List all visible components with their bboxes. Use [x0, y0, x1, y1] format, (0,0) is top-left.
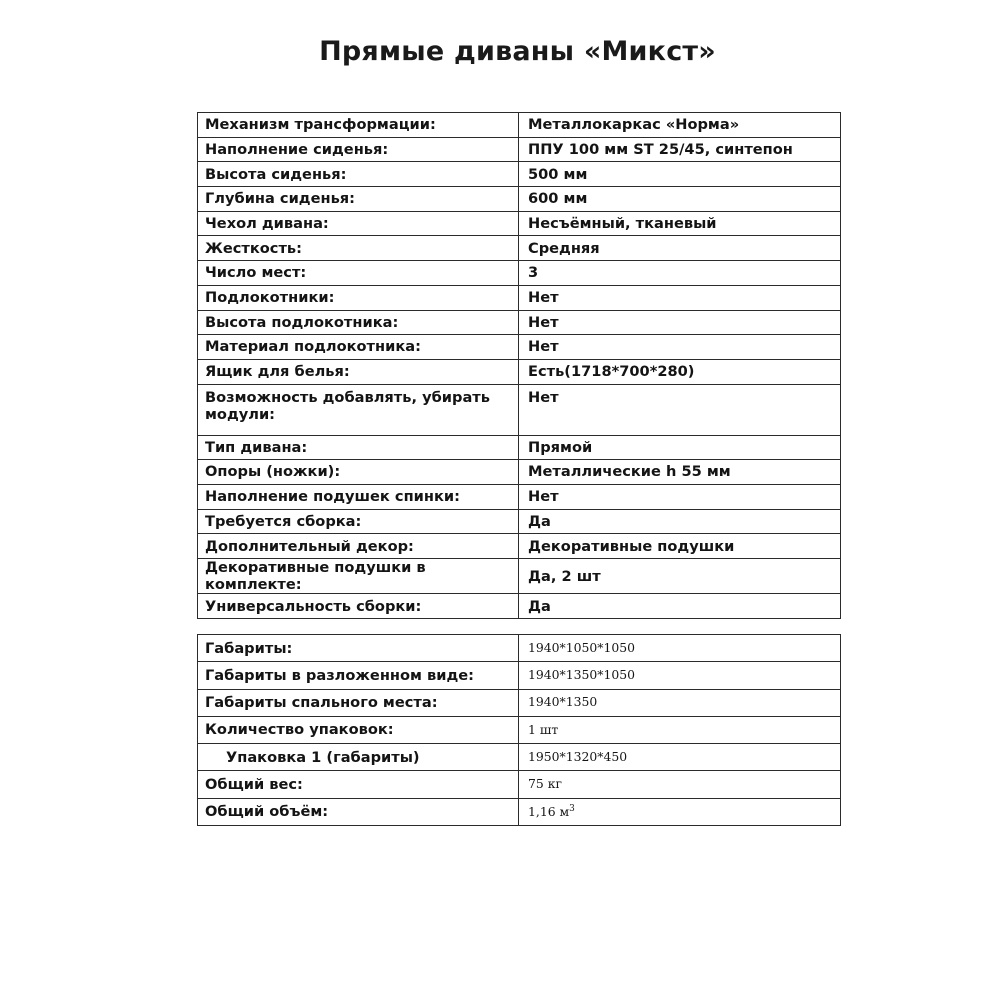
row-value: Нет: [519, 335, 841, 360]
row-value: 1940*1350*1050: [519, 662, 841, 689]
table-row: [198, 662, 841, 689]
table-row: [198, 236, 841, 261]
table-row: [198, 771, 841, 798]
table-row: [198, 744, 841, 771]
row-value: Прямой: [519, 435, 841, 460]
dimensions-table-body: [198, 635, 841, 826]
row-label: Общий объём:: [198, 798, 519, 825]
table-row: [198, 310, 841, 335]
cubic-metre-superscript: 3: [569, 803, 575, 814]
row-label: Материал подлокотника:: [198, 335, 519, 360]
table-row: [198, 211, 841, 236]
row-value: Да: [519, 509, 841, 534]
row-value: Нет: [519, 384, 841, 435]
table-row: [198, 435, 841, 460]
row-value: Есть(1718*700*280): [519, 359, 841, 384]
row-label: Высота сиденья:: [198, 162, 519, 187]
row-value: 1940*1050*1050: [519, 635, 841, 662]
table-row: [198, 187, 841, 212]
row-label: Габариты:: [198, 635, 519, 662]
table-row: [198, 335, 841, 360]
row-value: Нет: [519, 310, 841, 335]
table-row: [198, 716, 841, 743]
table-row: [198, 594, 841, 619]
row-label: Тип дивана:: [198, 435, 519, 460]
table-row: [198, 460, 841, 485]
row-label: Число мест:: [198, 261, 519, 286]
table-row: [198, 113, 841, 138]
dimensions-table: [197, 634, 841, 826]
row-label: Наполнение сиденья:: [198, 137, 519, 162]
row-label: Упаковка 1 (габариты): [198, 744, 519, 771]
table-row: [198, 484, 841, 509]
row-value: 3: [519, 261, 841, 286]
row-label: Высота подлокотника:: [198, 310, 519, 335]
row-label: Декоративные подушки в комплекте:: [198, 559, 519, 594]
row-label: Наполнение подушек спинки:: [198, 484, 519, 509]
features-table: [197, 112, 841, 619]
row-label: Требуется сборка:: [198, 509, 519, 534]
table-row: [198, 384, 841, 435]
row-label: Возможность добавлять, убирать модули:: [198, 384, 519, 435]
row-value: 1950*1320*450: [519, 744, 841, 771]
row-value: 1 шт: [519, 716, 841, 743]
table-row: [198, 534, 841, 559]
row-value: Металлокаркас «Норма»: [519, 113, 841, 138]
row-label: Дополнительный декор:: [198, 534, 519, 559]
table-row: [198, 162, 841, 187]
row-label: Подлокотники:: [198, 285, 519, 310]
row-label: Механизм трансформации:: [198, 113, 519, 138]
row-label: Габариты в разложенном виде:: [198, 662, 519, 689]
row-value: Да: [519, 594, 841, 619]
row-value: Декоративные подушки: [519, 534, 841, 559]
row-value: Нет: [519, 484, 841, 509]
row-label: Опоры (ножки):: [198, 460, 519, 485]
row-value: 1,16 $м^3$: [519, 798, 841, 825]
row-value: 500 мм: [519, 162, 841, 187]
row-value: Несъёмный, тканевый: [519, 211, 841, 236]
page-title: Прямые диваны «Микст»: [319, 36, 716, 67]
row-label: Жесткость:: [198, 236, 519, 261]
row-value: ППУ 100 мм ST 25/45, синтепон: [519, 137, 841, 162]
row-label: Универсальность сборки:: [198, 594, 519, 619]
table-row: [198, 798, 841, 825]
row-value: Металлические h 55 мм: [519, 460, 841, 485]
row-value: Нет: [519, 285, 841, 310]
row-value: 75 кг: [519, 771, 841, 798]
table-row: [198, 635, 841, 662]
row-label: Чехол дивана:: [198, 211, 519, 236]
row-label: Общий вес:: [198, 771, 519, 798]
row-label: Габариты спального места:: [198, 689, 519, 716]
table-row: [198, 559, 841, 594]
table-row: [198, 359, 841, 384]
row-value: 1940*1350: [519, 689, 841, 716]
table-row: [198, 689, 841, 716]
table-row: [198, 509, 841, 534]
table-row: [198, 285, 841, 310]
row-label: Глубина сиденья:: [198, 187, 519, 212]
row-value: 600 мм: [519, 187, 841, 212]
table-row: [198, 261, 841, 286]
row-label: Ящик для белья:: [198, 359, 519, 384]
row-value: Да, 2 шт: [519, 559, 841, 594]
table-row: [198, 137, 841, 162]
features-table-body: [198, 113, 841, 619]
row-value: Средняя: [519, 236, 841, 261]
row-label: Количество упаковок:: [198, 716, 519, 743]
